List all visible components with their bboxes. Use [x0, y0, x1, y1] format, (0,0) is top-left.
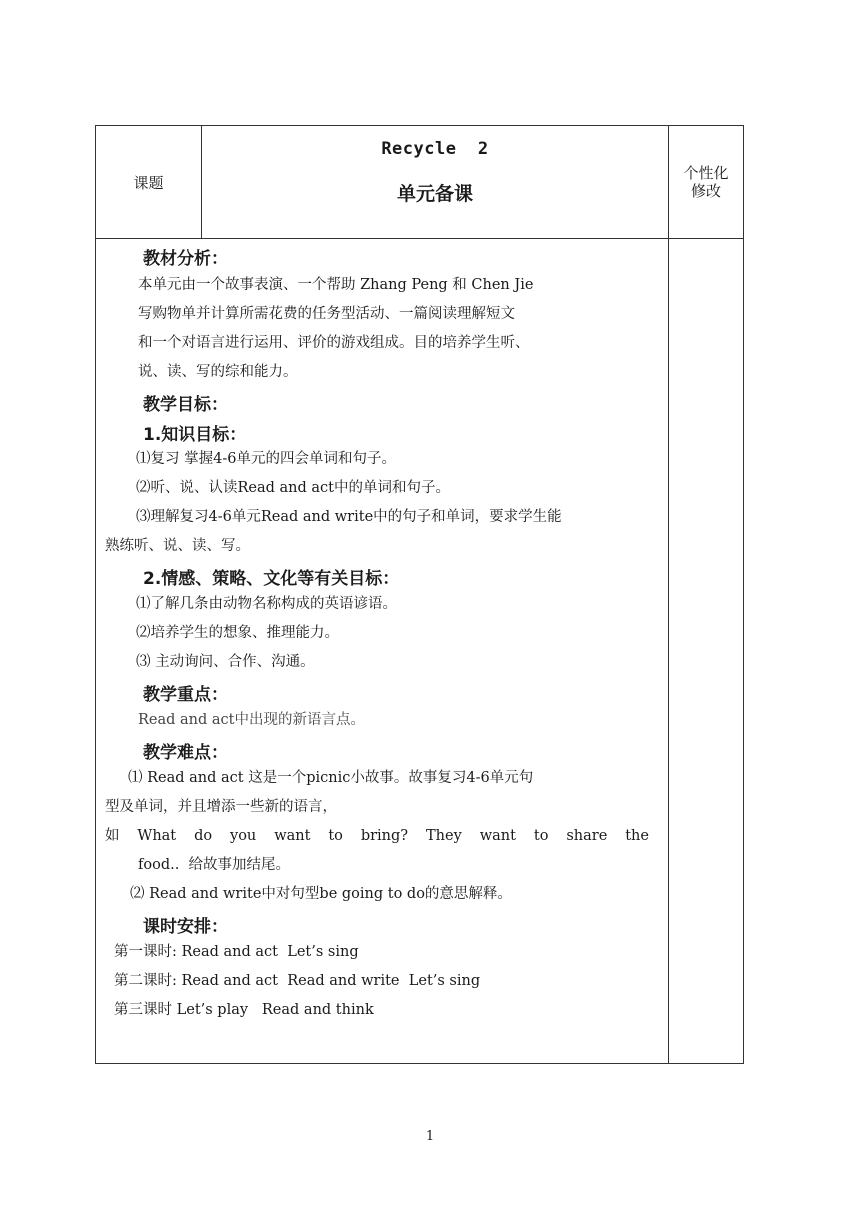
schedule-item: 第三课时 Let’s play Read and think: [114, 1002, 374, 1018]
example-word: What: [137, 828, 177, 844]
example-word: 如: [105, 828, 120, 844]
example-word: share: [566, 828, 608, 844]
difficult-line: ⑴ Read and act 这是一个picnic小故事。故事复习4-6单元句: [128, 770, 534, 786]
schedule-item: 第二课时: Read and act Read and write Let’s sing: [114, 973, 481, 989]
modify-line-1: 个性化: [683, 164, 729, 182]
unit-subtitle: 单元备课: [396, 183, 473, 205]
difficult-tail: food.. 给故事加结尾。: [138, 857, 291, 873]
header-row: [96, 126, 744, 239]
emotion-item: ⑴了解几条由动物名称构成的英语谚语。: [136, 596, 397, 612]
analysis-heading: 教材分析：: [143, 249, 228, 269]
difficult-example-line: [105, 826, 649, 846]
example-word: to: [533, 828, 549, 844]
difficult-tail: ⑵ Read and write中对句型be going to do的意思解释。: [130, 886, 512, 902]
page-number: 1: [425, 1129, 435, 1144]
knowledge-heading: 1.知识目标：: [143, 425, 247, 445]
schedule-heading: 课时安排：: [143, 917, 228, 937]
example-word: bring?: [360, 828, 409, 844]
knowledge-item: ⑴复习 掌握4-6单元的四会单词和句子。: [136, 451, 396, 467]
analysis-line: 和一个对语言进行运用、评价的游戏组成。目的培养学生听、: [138, 335, 530, 351]
modify-label: [669, 126, 744, 239]
emotion-item: ⑶ 主动询问、合作、沟通。: [136, 654, 315, 670]
modify-column: [669, 239, 744, 1064]
analysis-line: 本单元由一个故事表演、一个帮助 Zhang Peng 和 Chen Jie: [138, 277, 534, 293]
knowledge-item: 熟练听、说、读、写。: [105, 538, 250, 554]
analysis-line: 说、读、写的综和能力。: [138, 364, 298, 380]
difficult-heading: 教学难点：: [143, 743, 228, 763]
example-word: you: [230, 828, 257, 844]
topic-label: 课题: [96, 126, 202, 239]
emotion-item: ⑵培养学生的想象、推理能力。: [136, 625, 339, 641]
lesson-plan-table: [95, 125, 744, 1064]
example-word: want: [274, 828, 311, 844]
knowledge-item: ⑶理解复习4-6单元Read and write中的句子和单词，要求学生能: [136, 509, 562, 525]
key-heading: 教学重点：: [143, 685, 228, 705]
goals-heading: 教学目标：: [143, 395, 228, 415]
key-line: Read and act中出现的新语言点。: [138, 712, 366, 728]
example-word: to: [328, 828, 343, 844]
example-word: They: [426, 828, 462, 844]
title-cell: [202, 126, 669, 239]
difficult-line: 型及单词，并且增添一些新的语言，: [105, 799, 337, 815]
content-cell: [96, 239, 669, 1064]
unit-title: Recycle 2: [381, 139, 489, 159]
schedule-item: 第一课时: Read and act Let’s sing: [114, 944, 359, 960]
content-row: [96, 239, 744, 1064]
example-word: do: [194, 828, 213, 844]
emotion-heading: 2.情感、策略、文化等有关目标：: [143, 569, 400, 589]
knowledge-item: ⑵听、说、认读Read and act中的单词和句子。: [136, 480, 451, 496]
example-word: want: [479, 828, 516, 844]
example-word: the: [625, 828, 649, 844]
analysis-line: 写购物单并计算所需花费的任务型活动、一篇阅读理解短文: [138, 306, 515, 322]
modify-line-2: 修改: [690, 182, 721, 200]
